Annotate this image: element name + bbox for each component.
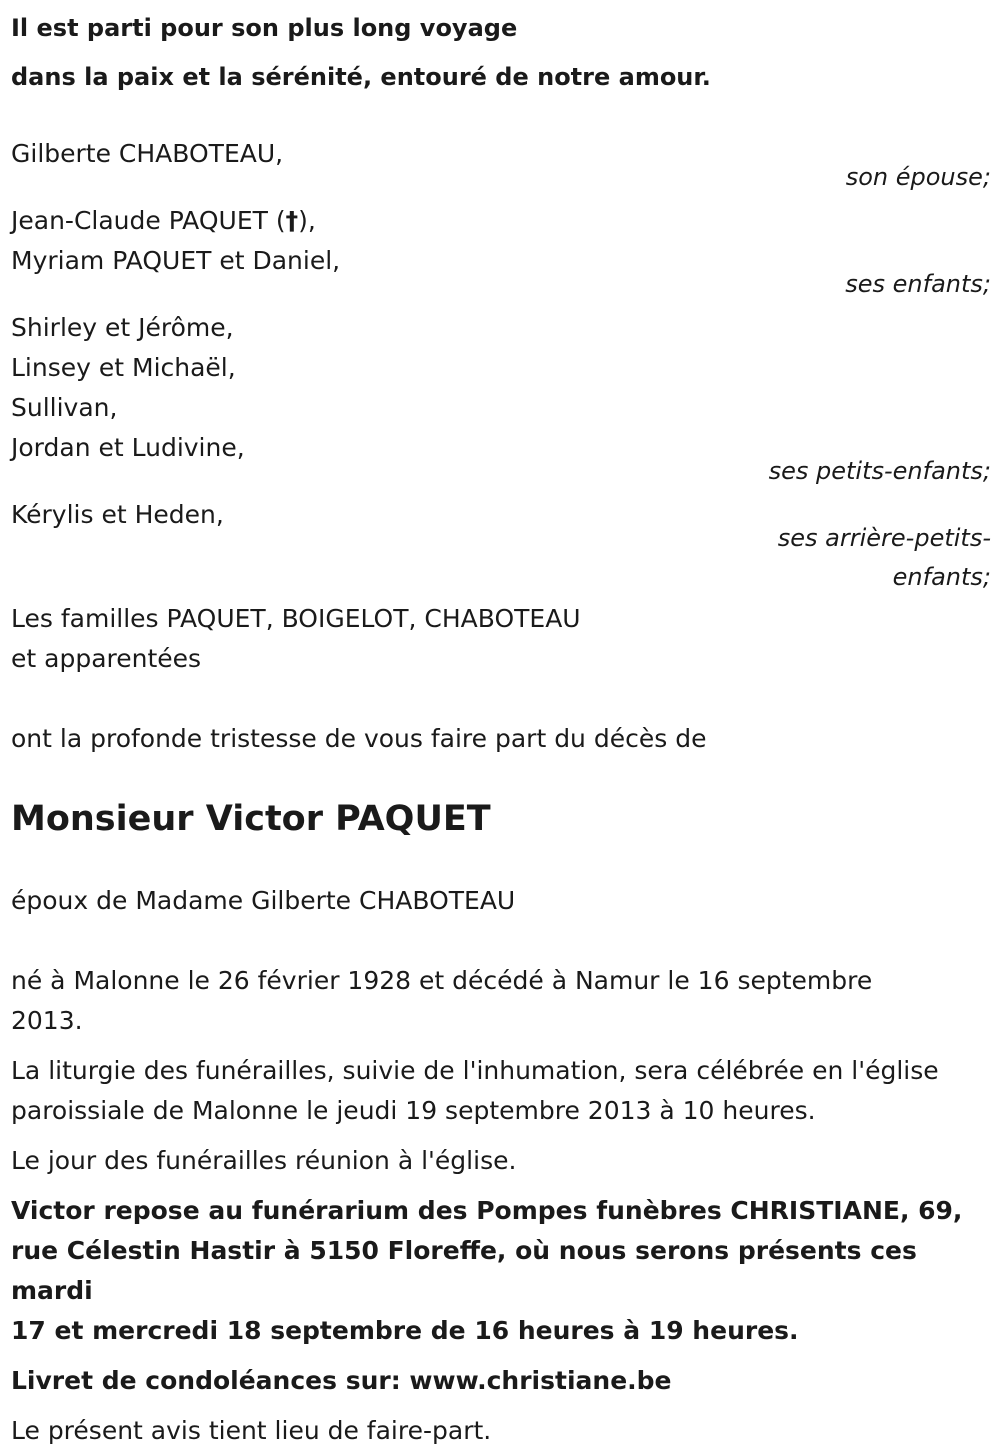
funeral-home-line-2: rue Célestin Hastir à 5150 Floreffe, où nous serons présents ces mardi bbox=[11, 1236, 917, 1305]
condolences bbox=[11, 1361, 991, 1401]
great-grandchildren-role-2: enfants; bbox=[892, 563, 991, 591]
children-role: ses enfants; bbox=[845, 270, 991, 298]
great-grandchildren: Kérylis et Heden, bbox=[11, 500, 224, 529]
child-2: Myriam PAQUET et Daniel, bbox=[11, 246, 341, 275]
families-line-2: et apparentées bbox=[11, 644, 202, 673]
grandchild-4: Jordan et Ludivine, bbox=[11, 433, 245, 462]
liturgy-line-2: paroissiale de Malonne le jeudi 19 septembre 2013 à 10 heures. bbox=[11, 1096, 816, 1125]
grandchild-1: Shirley et Jérôme, bbox=[11, 313, 234, 342]
families-line-1: Les familles PAQUET, BOIGELOT, CHABOTEAU bbox=[11, 604, 581, 633]
grandchildren-role: ses petits-enfants; bbox=[768, 457, 991, 485]
announcement: ont la profonde tristesse de vous faire part du décès de bbox=[11, 724, 707, 753]
liturgy-line-1: La liturgie des funérailles, suivie de l'inhumation, sera célébrée en l'église bbox=[11, 1056, 939, 1085]
funeral-home-line-3: 17 et mercredi 18 septembre de 16 heures à 19 heures. bbox=[11, 1316, 799, 1345]
birth-death-line-1: né à Malonne le 26 février 1928 et décédé à Namur le 16 septembre bbox=[11, 966, 873, 995]
funeral-home-line-1: Victor repose au funérarium des Pompes funèbres CHRISTIANE, 69, bbox=[11, 1196, 963, 1225]
intro-line-1: Il est parti pour son plus long voyage bbox=[11, 14, 518, 42]
intro-line-2: dans la paix et la sérénité, entouré de notre amour. bbox=[11, 63, 711, 91]
child-1-suffix: ), bbox=[298, 206, 316, 235]
closing: Le présent avis tient lieu de faire-part. bbox=[11, 1416, 492, 1445]
spouse-role: son épouse; bbox=[845, 163, 991, 191]
deceased-name: Monsieur Victor PAQUET bbox=[11, 799, 491, 839]
spouse-name: Gilberte CHABOTEAU, bbox=[11, 139, 284, 168]
child-1-prefix: Jean-Claude PAQUET ( bbox=[11, 206, 286, 235]
great-grandchildren-role-1: ses arrière-petits- bbox=[777, 524, 991, 552]
grandchild-3: Sullivan, bbox=[11, 393, 118, 422]
cross-icon: † bbox=[285, 206, 299, 235]
spouse-of: époux de Madame Gilberte CHABOTEAU bbox=[11, 886, 516, 915]
child-1 bbox=[11, 201, 991, 241]
condolences-link[interactable]: www.christiane.be bbox=[409, 1366, 672, 1395]
obituary-notice bbox=[11, 4, 991, 1451]
meeting: Le jour des funérailles réunion à l'église. bbox=[11, 1146, 517, 1175]
grandchild-2: Linsey et Michaël, bbox=[11, 353, 236, 382]
condolences-label: Livret de condoléances sur: bbox=[11, 1366, 410, 1395]
birth-death-line-2: 2013. bbox=[11, 1006, 83, 1035]
